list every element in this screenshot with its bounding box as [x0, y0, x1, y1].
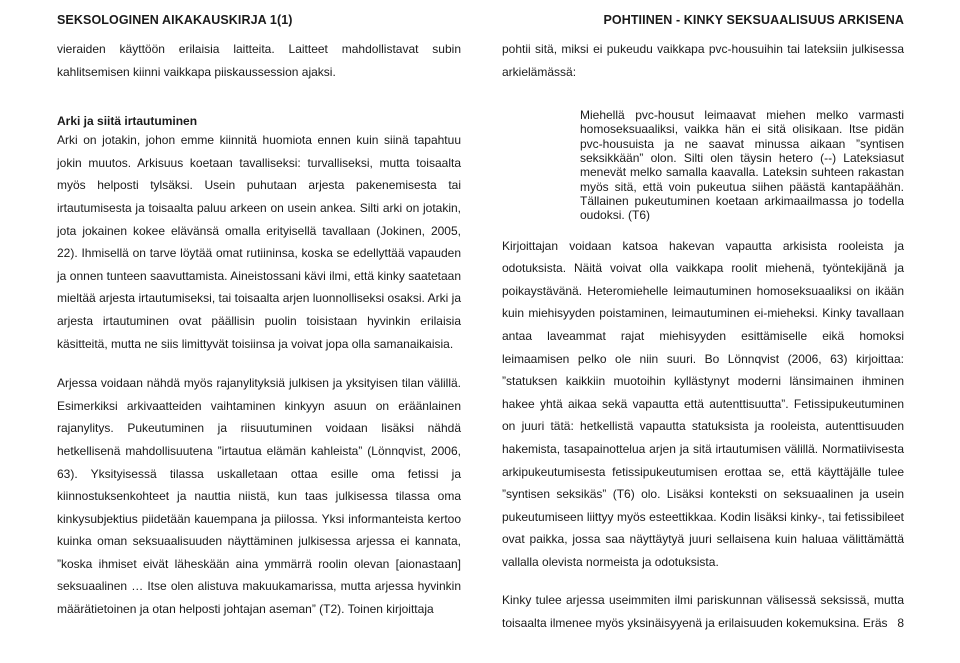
- right-column: [502, 38, 904, 635]
- running-header: [57, 13, 904, 31]
- section-heading: Arki ja siitä irtautuminen: [57, 114, 198, 129]
- page-number: 8: [897, 616, 904, 630]
- right-intro-text: pohtii sitä, miksi ei pukeudu vaikkapa pvc-housuihin tai lateksiin julkisessa arkielämässä:: [502, 42, 904, 79]
- left-column: [57, 38, 461, 621]
- left-intro-text: vieraiden käyttöön erilaisia laitteita. Laitteet mahdollistavat subin kahlitsemisen kiinni vaikkapa piiskaussession ajaksi.: [57, 42, 461, 79]
- journal-title: SEKSOLOGINEN AIKAKAUSKIRJA 1(1): [57, 13, 293, 27]
- left-paragraph-1: Arki on jotakin, johon emme kiinnitä huomiota ennen kuin siinä tapahtuu jokin muutos. Arkisuus koetaan tavalliseksi: turvalliseksi, mutta toisaalta myös helposti tylsäksi. Usein puhutaan arjesta pakenemisesta tai irtautumisesta ja toisaalta paluu arkeen on usein ankea. Silti arki on jotakin, jota jokainen kokee elävänsä omalla erityisellä tavallaan (Jokinen, 2005, 22). Ihmisellä on tarve löytää omat rutiininsa, koska se edellyttää vapauden ja onnen tunteen saavuttamista. Aineistossani kävi ilmi, että kinky saatetaan mieltää arjesta irtautumiseksi, tai toisaalta arjen luonnolliseksi osaksi. Arki ja arjesta irtautuminen ovat päällisin puolin toisistaan hyvinkin erilaisia käsitteitä, mutta ne siis limittyvät toisiinsa ja voivat jopa olla samanaikaisia.: [57, 133, 461, 351]
- right-paragraph-2: Kinky tulee arjessa useimmiten ilmi pariskunnan välisessä seksissä, mutta toisaalta ilmenee myös yksinäisyyenä ja erilaisuuden kokemuksina. Eräs: [502, 593, 904, 631]
- right-paragraph-1: Kirjoittajan voidaan katsoa hakevan vapautta arkisista rooleista ja odotuksista. Näitä voivat olla vaikkapa roolit miehenä, työntekijänä ja poikaystävänä. Heteromiehelle leimautuminen homoseksuaaliksi on ikään kuin miehisyyden poistaminen, leimautuminen ei-mieheksi. Kinky tavallaan antaa laveammat rajat miehisyyden esittämiselle eikä homoksi leimaamisen pelko ole niin suuri. Bo Lönnqvist (2006, 63) kirjoittaa: ”statuksen kaikkiin muotoihin kyllästynyt moderni länsimainen ihminen hakee yhtä aikaa sekä vapautta että autenttisuutta”. Fetissipukeutuminen on juuri tätä: hetkellistä vapautta statuksista ja rooleista, autenttisuuden hakemista, tasapainottelua arjen ja sitä irtautumisen välillä. Normatiivisesta arkipukeutumisesta fetissipukeutumisen erottaa se, että käyttäjälle tulee ”syntisen seksikäs” (T6) olo. Lisäksi konteksti on seksuaalinen ja usein pukeutumiseen liittyy myös esteettikkaa. Kodin lisäksi kinky-, tai fetissibileet ovat paikka, jossa saa näyttäytyä juuri sellaisena kuin haluaa välittämättä vallalla olevista normeista ja odotuksista.: [502, 238, 904, 569]
- article-title: POHTIINEN - KINKY SEKSUAALISUUS ARKISENA: [603, 13, 904, 27]
- left-paragraph-2: Arjessa voidaan nähdä myös rajanylityksiä julkisen ja yksityisen tilan välillä. Esimerkiksi arkivaatteiden vaihtaminen kinkyyn asuun on eräänlainen rajanylitys. Pukeutuminen ja riisuutuminen voidaan lisäksi nähdä hetkellisenä mahdollisuutena ”irtautua elämän kahleista” (Lönnqvist, 2006, 63). Yksityisessä tilassa uskalletaan ottaa esille oma fetissi ja kiinnostuksenkohteet ja nauttia niistä, kun taas julkisessa tilassa oma kinkysubjektius piidetään kauempana ja piilossa. Yksi informanteista kertoo kuinka oman seksuaalisuuden näyttäminen julkisessa arjessa ei kannata, ”koska ihmiset eivät läheskään aina ymmärrä roolin olevan [aionastaan] seksuaalinen … Itse olen alistuva makuukamarissa, mutta arjessa hyvinkin määrätietoinen ja otan helposti johtajan aseman” (T2). Toinen kirjoittaja: [57, 376, 461, 617]
- block-quote: Miehellä pvc-housut leimaavat miehen melko varmasti homoseksuaaliksi, vaikka hän ei sitä olisikaan. Itse pidän pvc-housuista ja ne saavat minussa aikaan ”syntisen seksikkään” olon. Silti olen täysin hetero (--) Lateksiasut menevät melko samalla kaavalla. Lateksin suhteen rakastan myös sitä, että voin pukeutua siihen päästä kantapäähän. Tällainen pukeutuminen koetaan arkimaailmassa jo todella oudoksi. (T6): [580, 108, 904, 223]
